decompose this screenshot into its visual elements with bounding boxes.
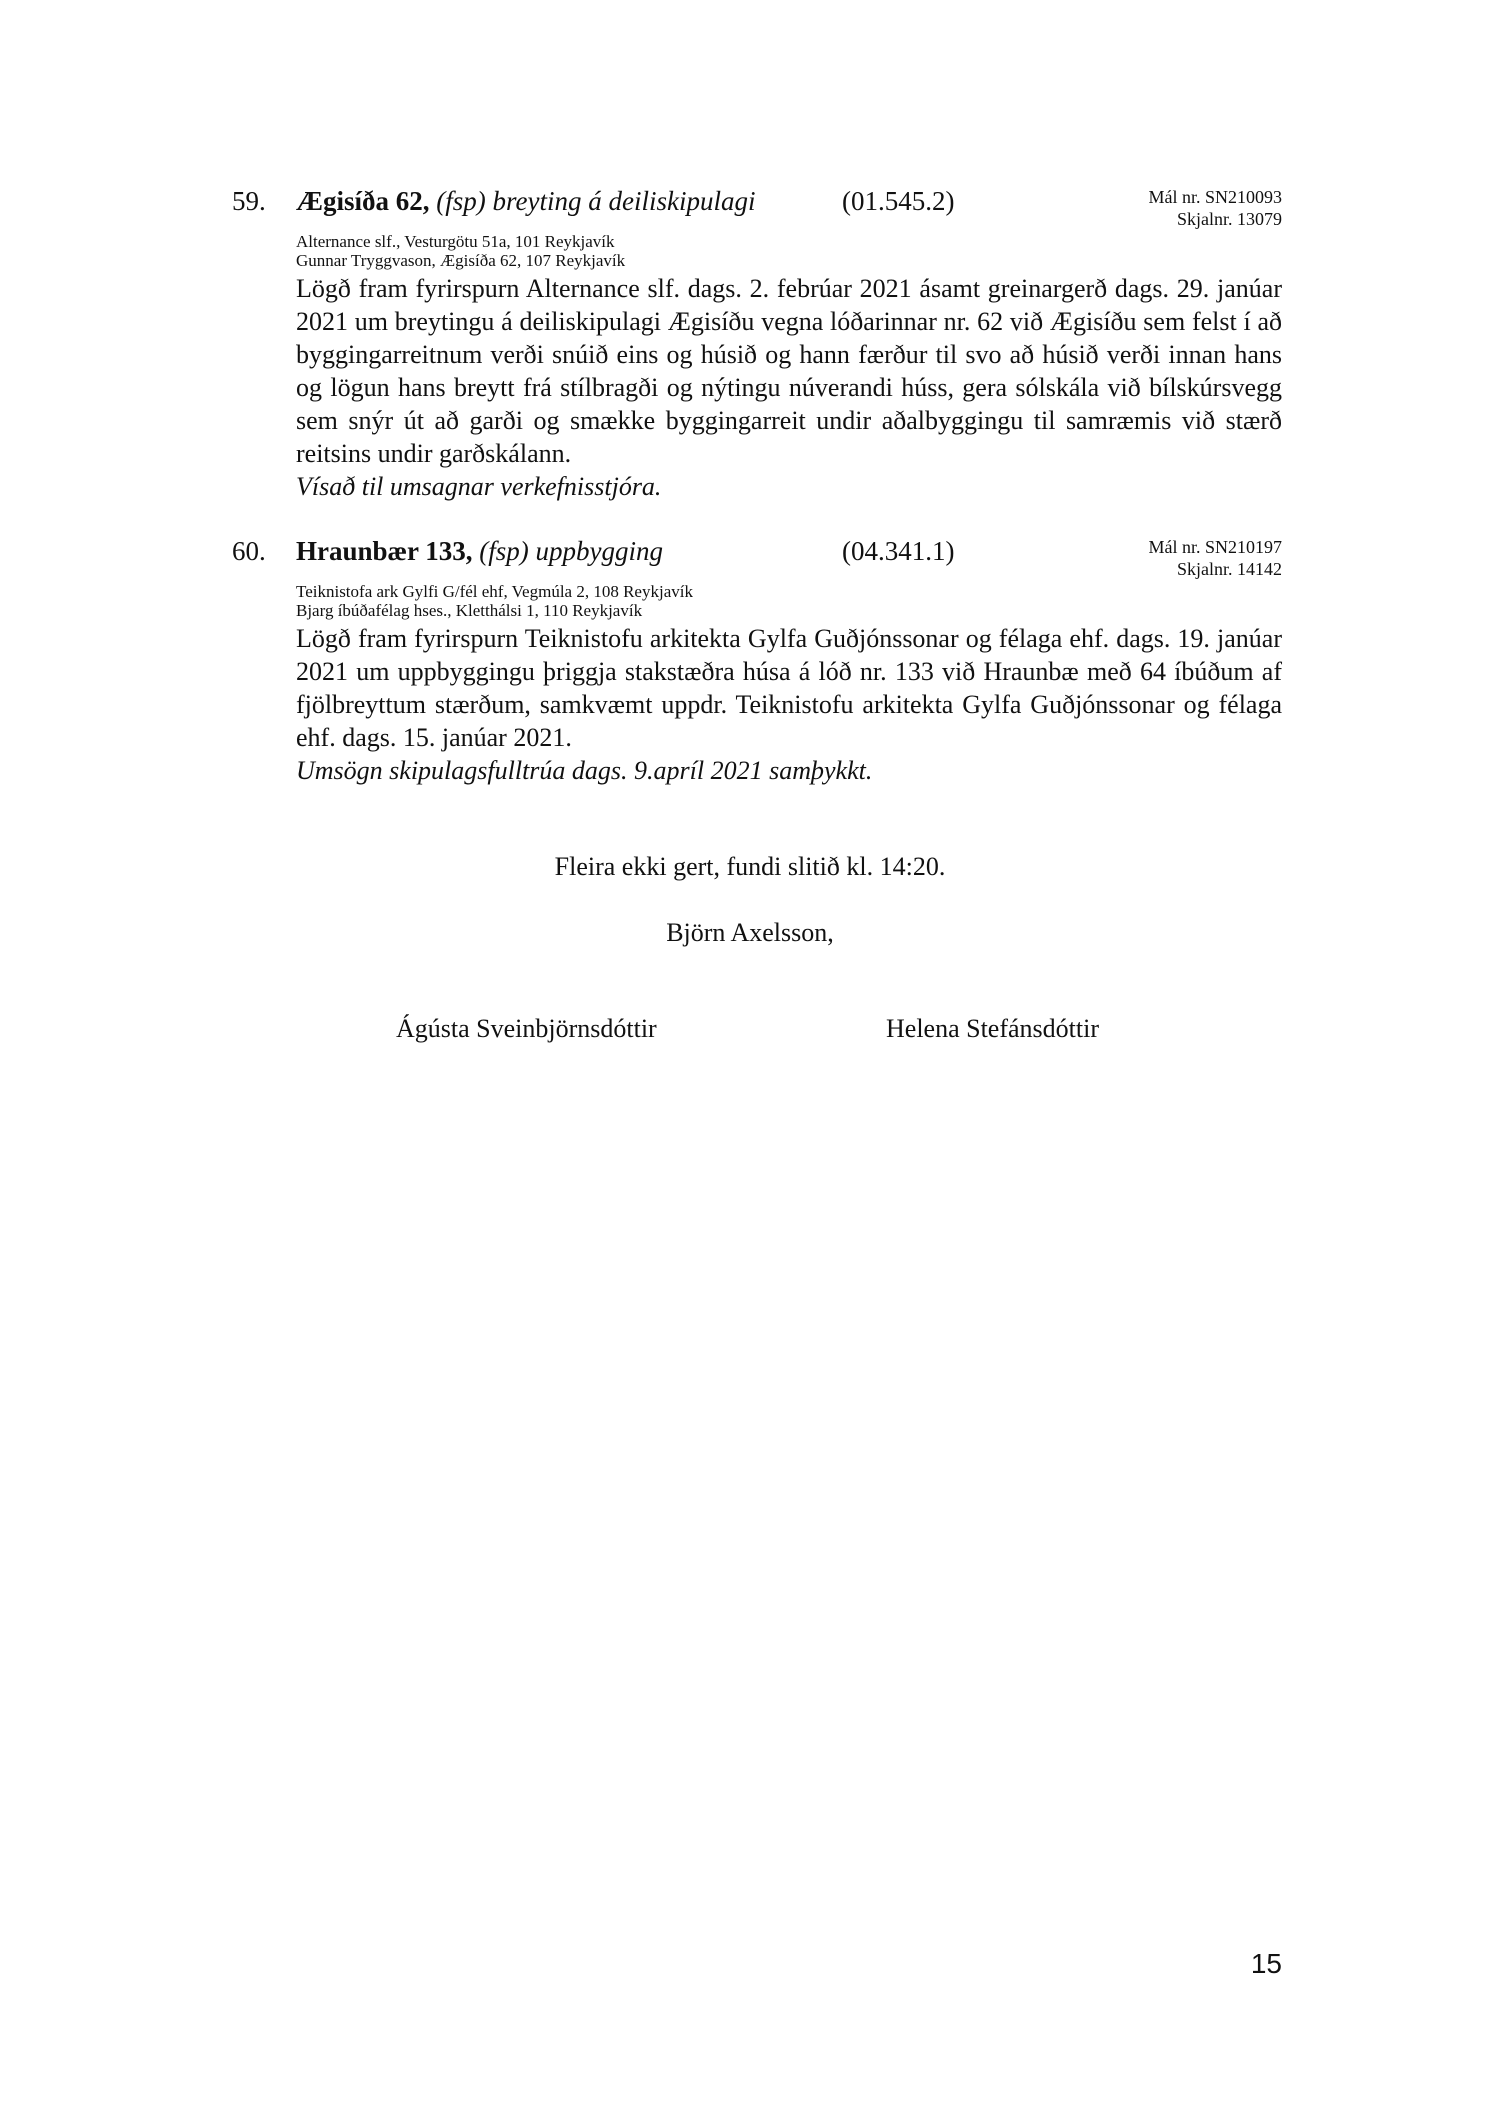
applicant: Bjarg íbúðafélag hses., Kletthálsi 1, 110 Reykjavík xyxy=(296,601,643,620)
item-title xyxy=(296,184,755,218)
item-header xyxy=(232,184,1282,244)
signatory-left: Ágústa Sveinbjörnsdóttir xyxy=(396,1014,657,1043)
agenda-item-60 xyxy=(232,534,1282,787)
item-land-code: (01.545.2) xyxy=(842,186,955,216)
item-description: Lögð fram fyrirspurn Alternance slf. dags. 2. febrúar 2021 ásamt greinargerð dags. 29. janúar 2021 um breytingu á deiliskipulagi Ægisíðu vegna lóðarinnar nr. 62 við Ægisíðu sem felst í að byggingarreitnum verði snúið eins og húsið og hann færður til svo að húsið verði innan hans og lögun hans breytt frá stílbragði og nýtingu núverandi húss, gera sólskála við bílskúrsvegg sem snýr út að garði og smække byggingarreit undir aðalbyggingu til samræmis við stærð reitsins undir garðskálann. xyxy=(296,274,1282,468)
document-number: Skjalnr. 14142 xyxy=(1176,559,1282,579)
item-decision: Vísað til umsagnar verkefnisstjóra. xyxy=(296,472,662,501)
item-title-address: Hraunbær 133, xyxy=(296,536,473,566)
applicant: Teiknistofa ark Gylfi G/fél ehf, Vegmúla 2, 108 Reykjavík xyxy=(296,582,693,601)
document-number: Skjalnr. 13079 xyxy=(1176,209,1282,229)
item-decision: Umsögn skipulagsfulltrúa dags. 9.apríl 2021 samþykkt. xyxy=(296,756,873,785)
item-title xyxy=(296,534,663,568)
case-number: Mál nr. SN210197 xyxy=(1148,537,1282,557)
signatory-right: Helena Stefánsdóttir xyxy=(886,1014,1099,1043)
item-references xyxy=(1148,186,1282,230)
agenda-item-59 xyxy=(232,184,1282,503)
item-header xyxy=(232,534,1282,594)
item-title-address: Ægisíða 62, xyxy=(296,186,430,216)
page-number: 15 xyxy=(1250,1948,1282,1979)
item-description: Lögð fram fyrirspurn Teiknistofu arkitekta Gylfa Guðjónssonar og félaga ehf. dags. 19. janúar 2021 um uppbyggingu þriggja stakstæðra húsa á lóð nr. 133 við Hraunbæ með 64 íbúðum af fjölbreyttum stærðum, samkvæmt uppdr. Teiknistofu arkitekta Gylfa Guðjónssonar og félaga ehf. dags. 15. janúar 2021. xyxy=(296,624,1282,752)
applicant: Gunnar Tryggvason, Ægisíða 62, 107 Reykjavík xyxy=(296,251,626,270)
item-number: 59. xyxy=(232,186,266,216)
chair-signature: Björn Axelsson, xyxy=(666,918,834,947)
item-title-subject: (fsp) uppbygging xyxy=(479,536,664,566)
meeting-adjourned: Fleira ekki gert, fundi slitið kl. 14:20. xyxy=(554,852,946,881)
item-title-subject: (fsp) breyting á deiliskipulagi xyxy=(436,186,756,216)
item-references xyxy=(1148,536,1282,580)
item-number: 60. xyxy=(232,536,266,566)
case-number: Mál nr. SN210093 xyxy=(1148,187,1282,207)
applicant: Alternance slf., Vesturgötu 51a, 101 Reykjavík xyxy=(296,232,615,251)
item-land-code: (04.341.1) xyxy=(842,536,955,566)
